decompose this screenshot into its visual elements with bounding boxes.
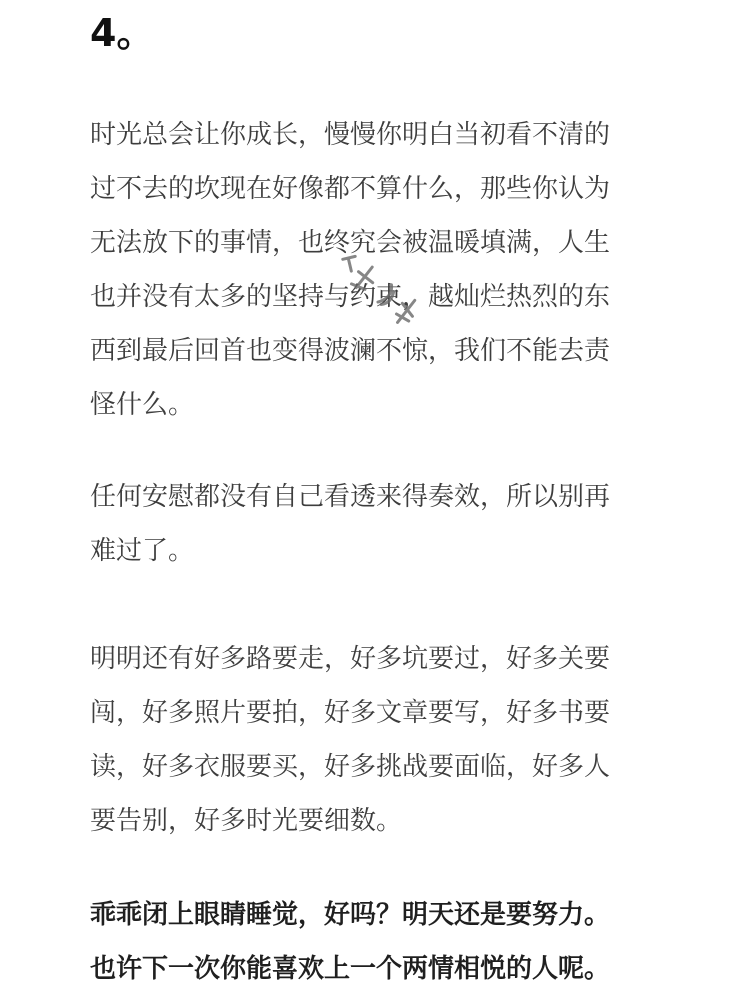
paragraph-roads-ahead: 明明还有好多路要走，好多坑要过，好多关要 闯，好多照片要拍，好多文章要写，好多书要 读，好多衣服要买，好多挑战要面临，好多人 要告别，好多时光要细数。 — [90, 644, 611, 836]
paragraph-closing-bold: 乖乖闭上眼睛睡觉，好吗？明天还是要努力。 也许下一次你能喜欢上一个两情相悦的人呢。 — [90, 900, 611, 984]
paragraph-comfort: 任何安慰都没有自己看透来得奏效，所以别再 难过了。 — [90, 482, 611, 566]
paragraph-growth: 时光总会让你成长，慢慢你明白当初看不清的 过不去的坎现在好像都不算什么，那些你认为 无法放下的事情，也终究会被温暖填满，人生 也并没有太多的坚持与约束，越灿烂热烈的东 西到最后回首也变得波澜不惊，我们不能去责 怪什么。 — [90, 120, 611, 420]
section-number-heading: 4。 — [90, 11, 155, 55]
